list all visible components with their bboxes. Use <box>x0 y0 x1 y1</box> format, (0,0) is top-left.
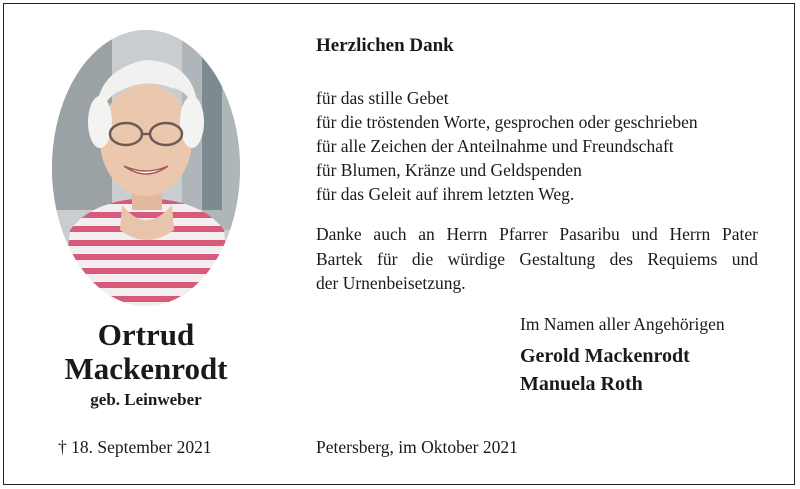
paragraph-line: Bartek für die würdige Gestaltung des Requiems und <box>316 248 758 269</box>
deceased-first-name: Ortrud <box>97 317 195 352</box>
deceased-birth-name: geb. Leinweber <box>90 390 202 409</box>
signer-name: Gerold Mackenrodt <box>520 345 690 367</box>
signoff-text: Im Namen aller Angehörigen <box>520 314 725 334</box>
place-date: Petersberg, im Oktober 2021 <box>316 437 518 457</box>
portrait-illustration <box>52 30 240 306</box>
paragraph-line: Danke auch an Herrn Pfarrer Pasaribu und Herrn Pater <box>316 224 758 244</box>
portrait-photo <box>52 30 240 306</box>
death-date: † 18. September 2021 <box>58 437 212 457</box>
deceased-last-name: Mackenrodt <box>64 351 228 386</box>
acknowledgement-paragraph <box>316 222 758 296</box>
thanks-line: für das stille Gebet <box>316 88 449 108</box>
thanks-line: für das Geleit auf ihrem letzten Weg. <box>316 184 575 204</box>
thanks-line: für die tröstenden Worte, gesprochen oder geschrieben <box>316 112 698 132</box>
card-heading: Herzlichen Dank <box>316 35 454 56</box>
thanks-line: für Blumen, Kränze und Geldspenden <box>316 160 582 180</box>
thanks-list <box>316 86 766 206</box>
signer-name: Manuela Roth <box>520 373 643 395</box>
paragraph-line: der Urnenbeisetzung. <box>316 273 466 293</box>
thanks-line: für alle Zeichen der Anteilnahme und Freundschaft <box>316 136 674 156</box>
